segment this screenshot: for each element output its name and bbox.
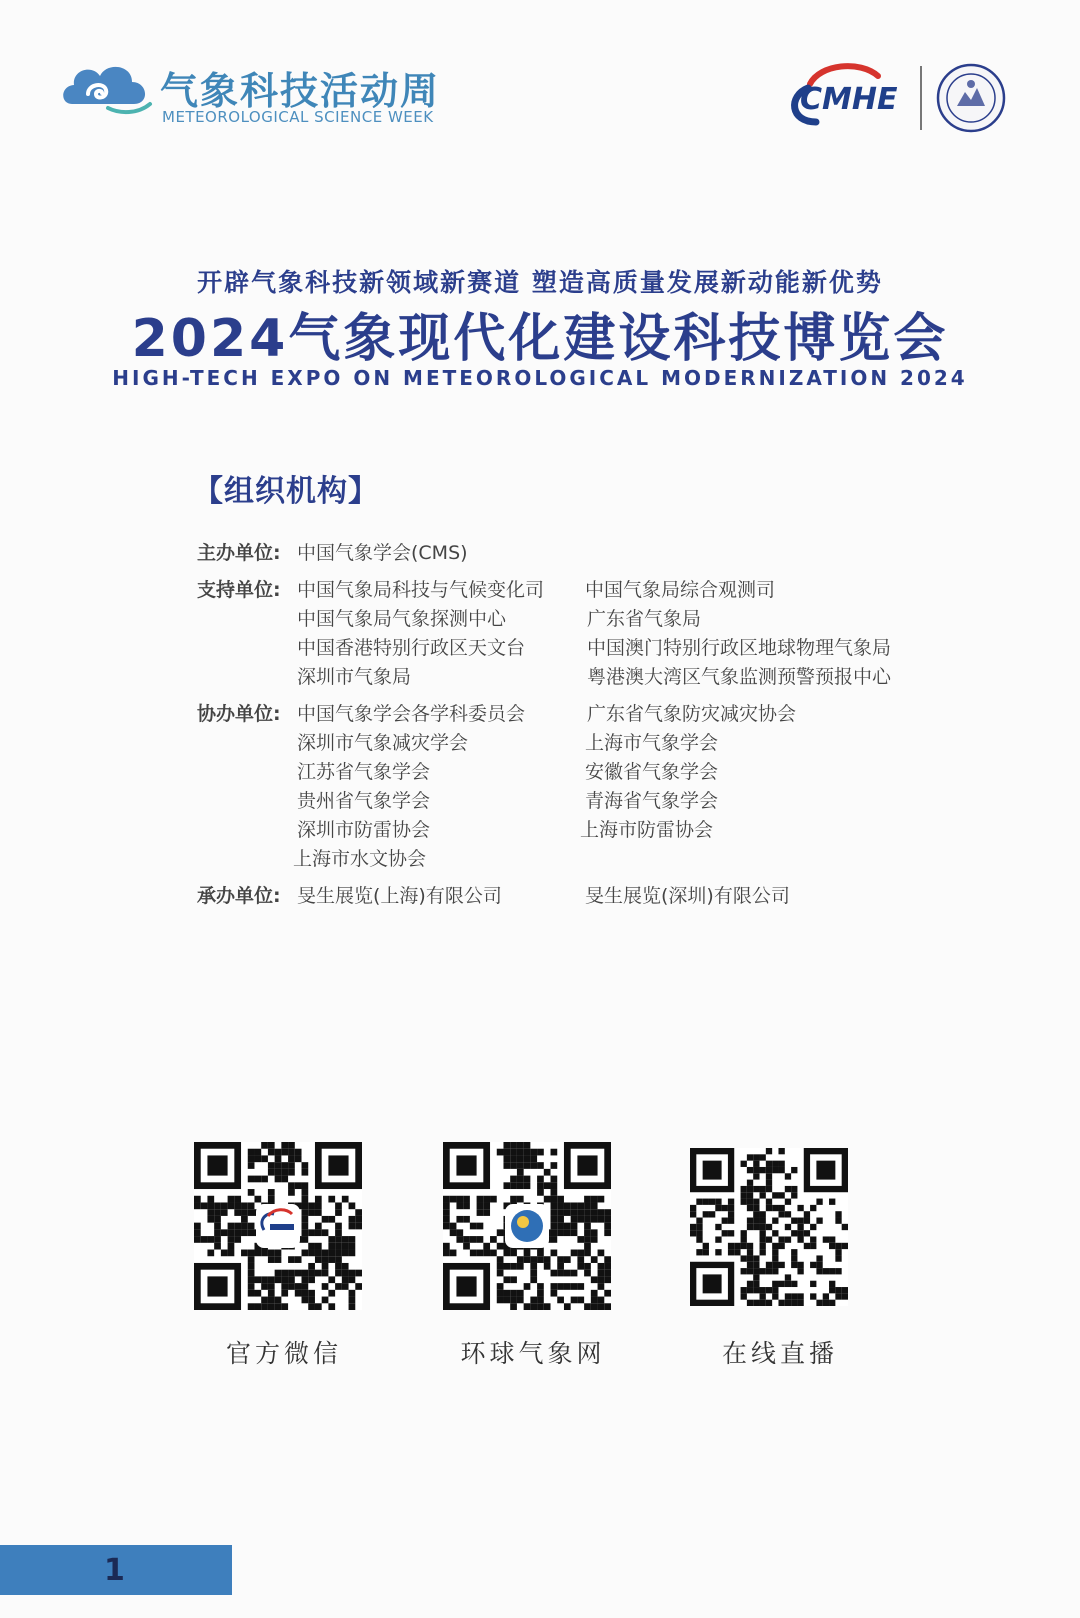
support-item: 中国澳门特别行政区地球物理气象局 [587,637,892,659]
co-organizer-item: 江苏省气象学会 [297,761,431,783]
qr-caption: 在线直播 [721,1339,838,1368]
co-organizer-item: 中国气象学会各学科委员会 [297,703,526,725]
co-organizer-item: 安徽省气象学会 [585,761,719,783]
logo-title-en: METEOROLOGICAL SCIENCE WEEK [162,108,434,126]
support-item: 中国气象局综合观测司 [585,579,776,601]
expo-title-en: HIGH-TECH EXPO ON METEOROLOGICAL MODERNIZATION 2024 [112,366,968,390]
page-number-bar [0,1545,232,1595]
support-item: 中国气象局气象探测中心 [297,608,507,630]
expo-title: 2024气象现代化建设科技博览会 [131,309,949,369]
co-organizer-item: 深圳市防雷协会 [297,819,431,841]
support-item: 中国气象局科技与气候变化司 [297,579,545,601]
logo-title-cn: 气象科技活动周 [160,69,441,113]
co-organizer-item: 广东省气象防灾减灾协会 [587,703,797,725]
qr-code-global-weather[interactable] [443,1142,623,1368]
qr-code-live[interactable] [690,1148,870,1368]
cloud-swirl-icon [58,54,154,126]
qr-caption: 环球气象网 [460,1339,606,1368]
undertaker-label: 承办单位: [197,885,281,907]
page-number: 1 [104,1553,125,1588]
co-organizer-item: 上海市气象学会 [585,732,719,754]
support-item: 粤港澳大湾区气象监测预警预报中心 [587,666,892,688]
meteorological-week-logo [58,50,458,140]
co-organizer-label: 协办单位: [197,703,281,725]
qr-code-image [690,1148,848,1306]
qr-caption: 官方微信 [225,1339,342,1368]
support-item: 中国香港特别行政区天文台 [297,637,526,659]
host-item: 中国气象学会(CMS) [297,542,468,564]
society-seal-icon [935,62,1007,134]
co-organizer-item: 贵州省气象学会 [297,790,431,812]
undertaker-item: 旻生展览(上海)有限公司 [297,885,502,907]
logo-divider [920,66,922,130]
support-label: 支持单位: [197,579,281,601]
qr-code-wechat[interactable] [194,1142,374,1368]
support-item: 深圳市气象局 [297,666,412,688]
co-organizer-item: 上海市水文协会 [293,848,427,870]
cmhe-logo-icon [256,1204,300,1248]
host-label: 主办单位: [197,542,281,564]
support-item: 广东省气象局 [587,608,702,630]
cmhe-logo-text: CMHE [800,82,898,117]
qr-code-image [443,1142,611,1310]
cmhe-logo-group [780,58,1020,138]
co-organizer-item: 青海省气象学会 [585,790,719,812]
co-organizer-item: 深圳市气象减灾学会 [297,732,469,754]
globe-icon [505,1204,549,1248]
undertaker-item: 旻生展览(深圳)有限公司 [585,885,790,907]
slogan: 开辟气象科技新领域新赛道 塑造高质量发展新动能新优势 [197,268,883,297]
co-organizer-item: 上海市防雷协会 [580,819,714,841]
section-heading: 【组织机构】 [193,474,379,509]
qr-code-image [194,1142,362,1310]
